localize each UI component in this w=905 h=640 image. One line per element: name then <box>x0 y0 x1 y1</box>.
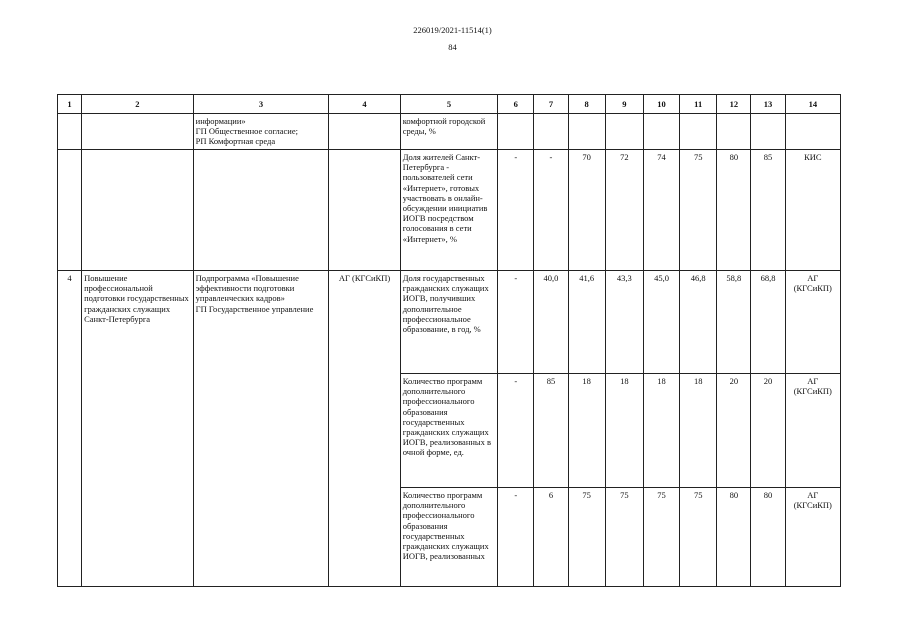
column-header: 7 <box>534 95 568 114</box>
cell-value: 72 <box>605 150 643 271</box>
document-code: 226019/2021-11514(1) <box>413 25 492 35</box>
cell-value: - <box>498 150 534 271</box>
cell-goal: Повышение профессиональной подготовки государственных гражданских служащих Санкт-Петербурга <box>82 271 194 587</box>
cell-value: 46,8 <box>680 271 717 374</box>
column-header: 14 <box>785 95 840 114</box>
cell-value: 18 <box>643 374 679 488</box>
cell-value: 41,6 <box>568 271 605 374</box>
cell-value: 45,0 <box>643 271 679 374</box>
cell-value: 68,8 <box>751 271 785 374</box>
cell-indicator: Количество программ дополнительного профессионального образования государственных гражданских служащих ИОГВ, реализованных в очной форме, ед. <box>400 374 497 488</box>
column-header: 13 <box>751 95 785 114</box>
cell-source: АГ (КГСиКП) <box>785 271 840 374</box>
page-number: 84 <box>448 42 457 52</box>
cell-number: 4 <box>58 271 82 587</box>
cell-value: 75 <box>643 488 679 587</box>
cell-value: 75 <box>680 488 717 587</box>
cell-indicator: Количество программ дополнительного профессионального образования государственных гражданских служащих ИОГВ, реализованных <box>400 488 497 587</box>
cell-value: 20 <box>751 374 785 488</box>
column-header: 3 <box>193 95 329 114</box>
column-header: 11 <box>680 95 717 114</box>
cell-source: АГ (КГСиКП) <box>785 488 840 587</box>
cell-value: 75 <box>568 488 605 587</box>
table-row <box>58 271 841 374</box>
column-header: 4 <box>329 95 400 114</box>
cell-value: - <box>498 271 534 374</box>
column-header: 12 <box>717 95 751 114</box>
cell-value: - <box>498 488 534 587</box>
cell-value: 58,8 <box>717 271 751 374</box>
cell-value: 20 <box>717 374 751 488</box>
cell-indicator: Доля жителей Санкт-Петербурга - пользователей сети «Интернет», готовых участвовать в онлайн-обсуждении инициатив ИОГВ посредством голосования в сети «Интернет», % <box>400 150 497 271</box>
column-header: 8 <box>568 95 605 114</box>
cell-value: 74 <box>643 150 679 271</box>
cell-indicator: комфортной городской среды, % <box>400 114 497 150</box>
cell-source: АГ (КГСиКП) <box>785 374 840 488</box>
column-header: 10 <box>643 95 679 114</box>
table-row <box>58 150 841 271</box>
cell-value: 40,0 <box>534 271 568 374</box>
column-header: 5 <box>400 95 497 114</box>
cell-value: 80 <box>751 488 785 587</box>
cell-program: информации» ГП Общественное согласие; РП Комфортная среда <box>193 114 329 150</box>
cell-value: 18 <box>680 374 717 488</box>
cell-value: 75 <box>605 488 643 587</box>
cell-value: 18 <box>568 374 605 488</box>
table-row <box>58 114 841 150</box>
cell-value: 85 <box>751 150 785 271</box>
cell-value: 6 <box>534 488 568 587</box>
indicators-table <box>57 94 841 587</box>
cell-value: 70 <box>568 150 605 271</box>
cell-value: 85 <box>534 374 568 488</box>
cell-program: Подпрограмма «Повышение эффективности подготовки управленческих кадров» ГП Государственное управление <box>193 271 329 587</box>
cell-value: 43,3 <box>605 271 643 374</box>
column-header: 9 <box>605 95 643 114</box>
column-header: 1 <box>58 95 82 114</box>
cell-value: - <box>534 150 568 271</box>
cell-value: - <box>498 374 534 488</box>
cell-responsible: АГ (КГСиКП) <box>329 271 400 587</box>
cell-value: 80 <box>717 488 751 587</box>
cell-value: 18 <box>605 374 643 488</box>
cell-source: КИС <box>785 150 840 271</box>
cell-value: 80 <box>717 150 751 271</box>
header-row <box>58 95 841 114</box>
column-header: 6 <box>498 95 534 114</box>
column-header: 2 <box>82 95 194 114</box>
cell-value: 75 <box>680 150 717 271</box>
cell-indicator: Доля государственных гражданских служащих ИОГВ, получивших дополнительное профессиональное образование, в год, % <box>400 271 497 374</box>
